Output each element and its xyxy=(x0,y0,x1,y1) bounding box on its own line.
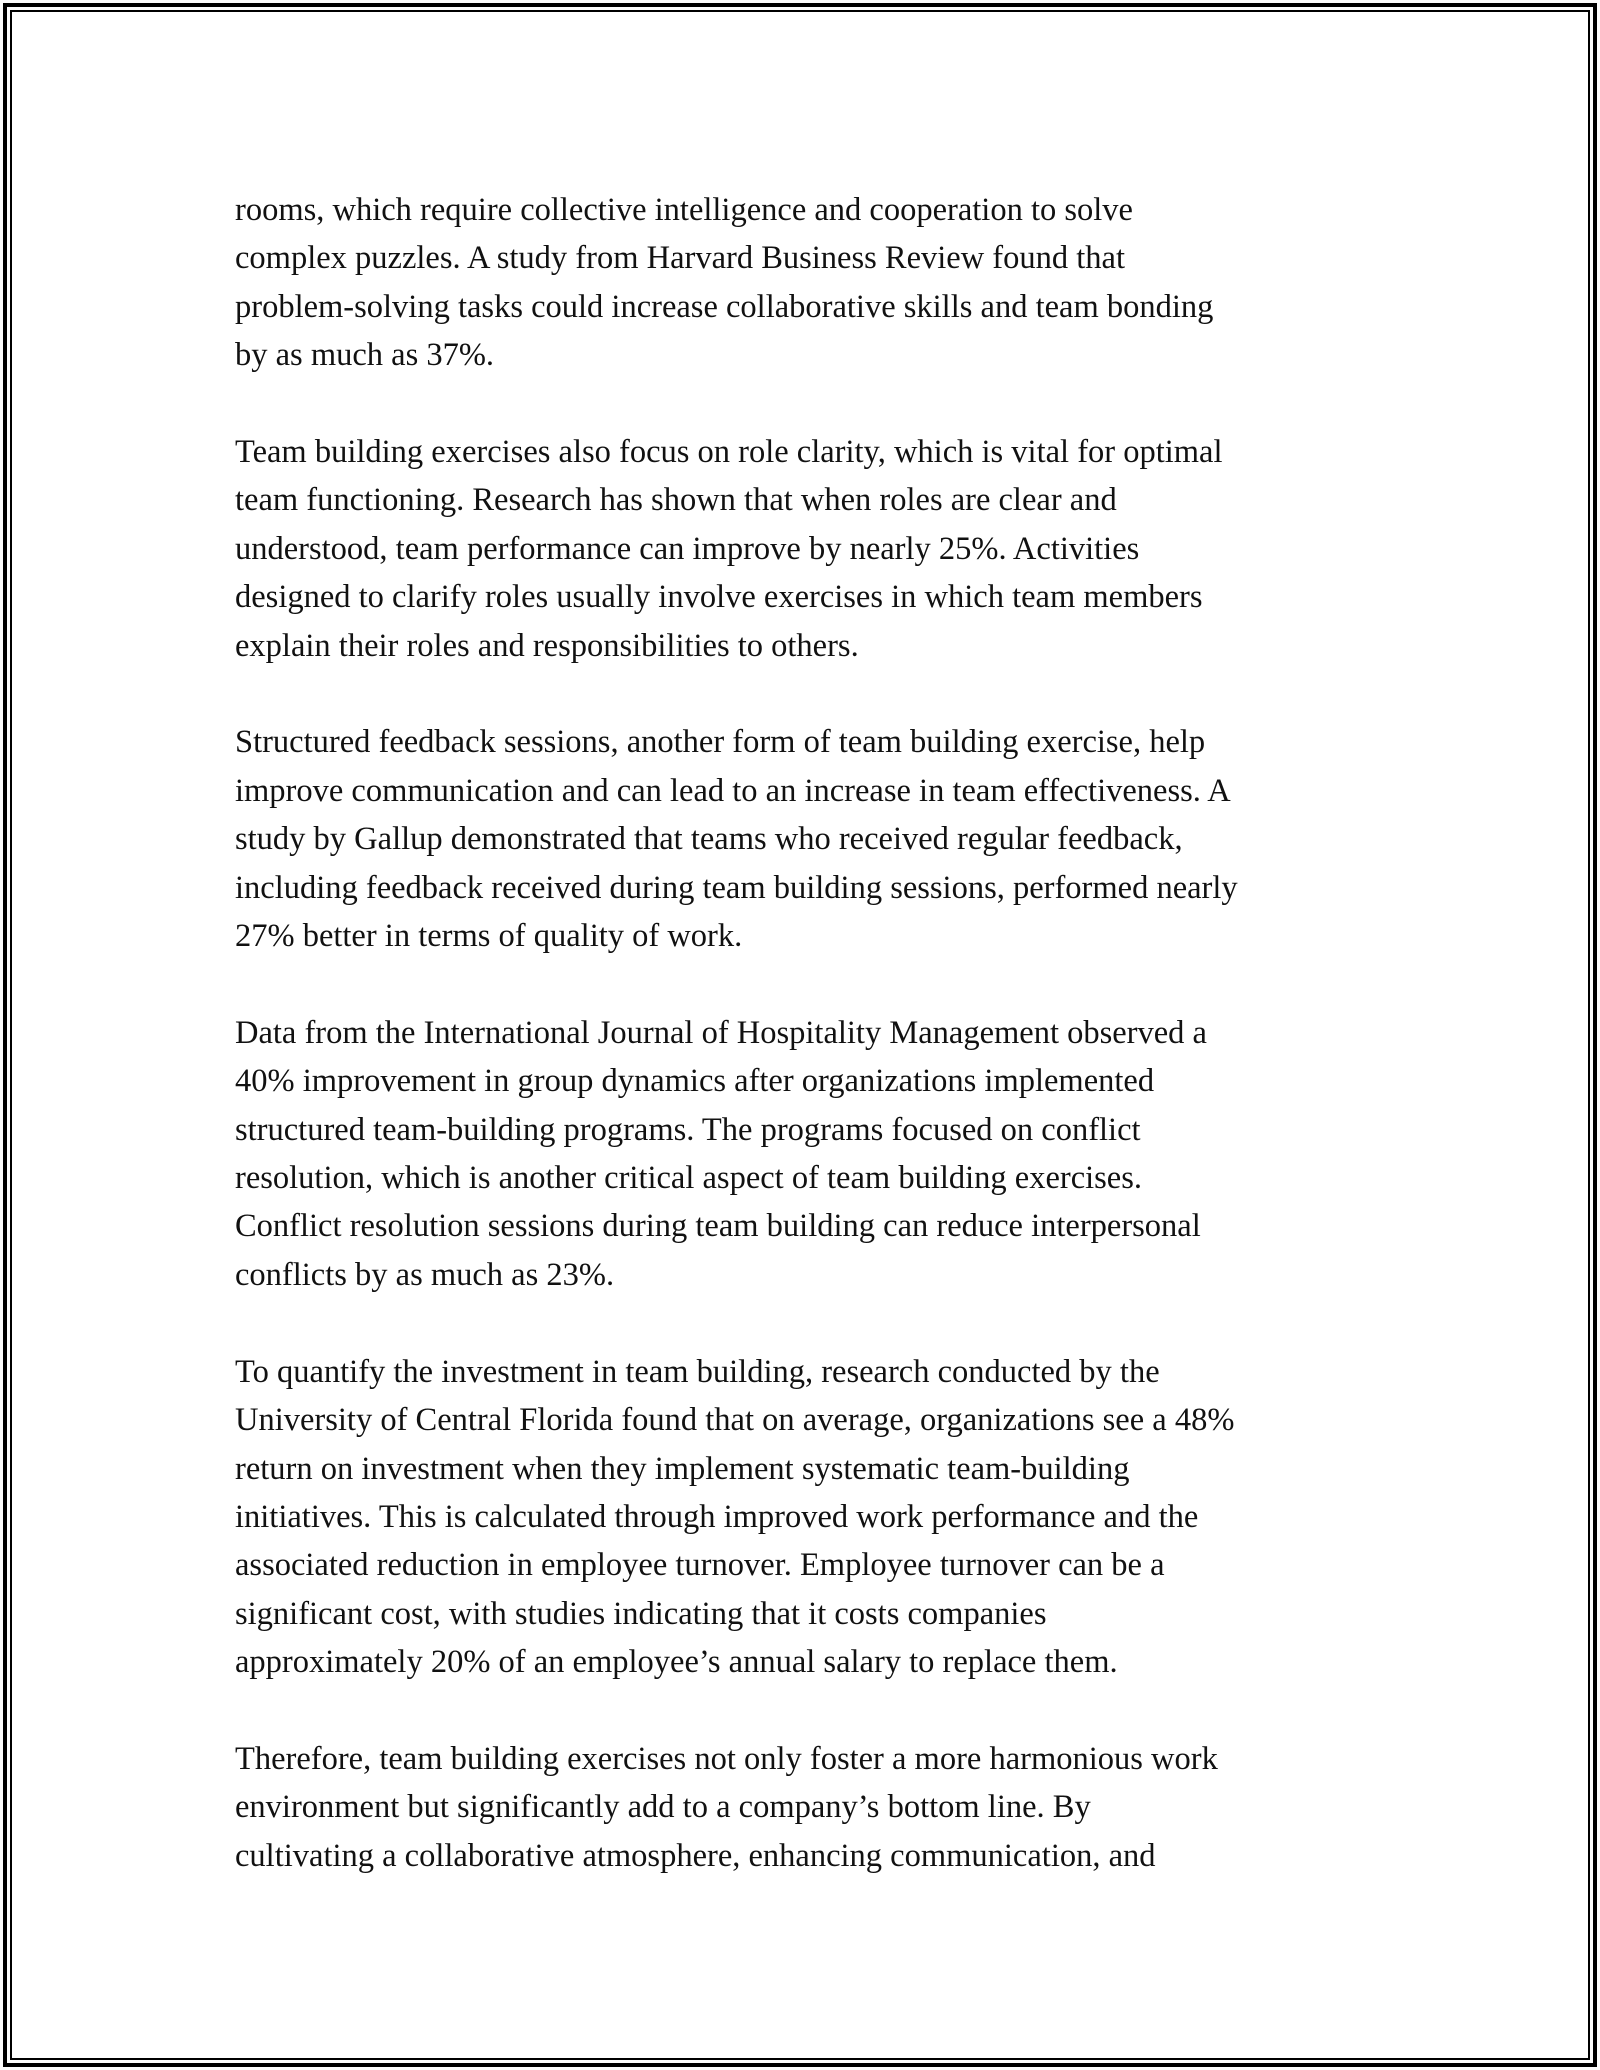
text-line: Conflict resolution sessions during team building can reduce interpersonal xyxy=(235,1208,1201,1245)
text-line: improve communication and can lead to an increase in team effectiveness. A xyxy=(235,772,1231,809)
text-line: Therefore, team building exercises not only foster a more harmonious work xyxy=(235,1740,1218,1777)
text-line: 40% improvement in group dynamics after organizations implemented xyxy=(235,1063,1155,1100)
text-line: including feedback received during team building sessions, performed nearly xyxy=(235,869,1238,906)
paragraph-role-clarity xyxy=(235,428,1395,670)
text-line: return on investment when they implement systematic team-building xyxy=(235,1450,1130,1487)
text-line: problem-solving tasks could increase collaborative skills and team bonding xyxy=(235,288,1214,325)
paragraph-investment xyxy=(235,1348,1395,1687)
text-line: team functioning. Research has shown that when roles are clear and xyxy=(235,482,1117,519)
text-line: To quantify the investment in team building, research conducted by the xyxy=(235,1353,1160,1390)
text-line: approximately 20% of an employee’s annual salary to replace them. xyxy=(235,1644,1118,1681)
text-line: University of Central Florida found that on average, organizations see a 48% xyxy=(235,1402,1235,1439)
paragraph-conclusion xyxy=(235,1735,1395,1880)
text-line: structured team-building programs. The programs focused on conflict xyxy=(235,1111,1141,1148)
text-line: by as much as 37%. xyxy=(235,337,495,374)
text-line: understood, team performance can improve by nearly 25%. Activities xyxy=(235,530,1140,567)
text-line: conflicts by as much as 23%. xyxy=(235,1256,615,1293)
paragraph-escape-rooms xyxy=(235,186,1395,380)
text-line: 27% better in terms of quality of work. xyxy=(235,918,743,955)
paragraph-group-dynamics xyxy=(235,1009,1395,1299)
text-line: Structured feedback sessions, another form of team building exercise, help xyxy=(235,724,1206,761)
text-line: associated reduction in employee turnover. Employee turnover can be a xyxy=(235,1547,1165,1584)
text-line: cultivating a collaborative atmosphere, enhancing communication, and xyxy=(235,1837,1156,1874)
paragraph-feedback-sessions xyxy=(235,718,1395,960)
text-line: significant cost, with studies indicating that it costs companies xyxy=(235,1595,1047,1632)
document-body xyxy=(235,186,1395,1929)
text-line: study by Gallup demonstrated that teams who received regular feedback, xyxy=(235,821,1183,858)
text-line: Data from the International Journal of Hospitality Management observed a xyxy=(235,1014,1207,1051)
text-line: designed to clarify roles usually involve exercises in which team members xyxy=(235,579,1203,616)
text-line: Team building exercises also focus on role clarity, which is vital for optimal xyxy=(235,434,1223,471)
text-line: explain their roles and responsibilities to others. xyxy=(235,627,859,664)
text-line: rooms, which require collective intelligence and cooperation to solve xyxy=(235,192,1133,228)
text-line: complex puzzles. A study from Harvard Business Review found that xyxy=(235,240,1125,277)
text-line: resolution, which is another critical aspect of team building exercises. xyxy=(235,1160,1143,1197)
text-line: environment but significantly add to a company’s bottom line. By xyxy=(235,1789,1091,1826)
text-line: initiatives. This is calculated through improved work performance and the xyxy=(235,1498,1199,1535)
